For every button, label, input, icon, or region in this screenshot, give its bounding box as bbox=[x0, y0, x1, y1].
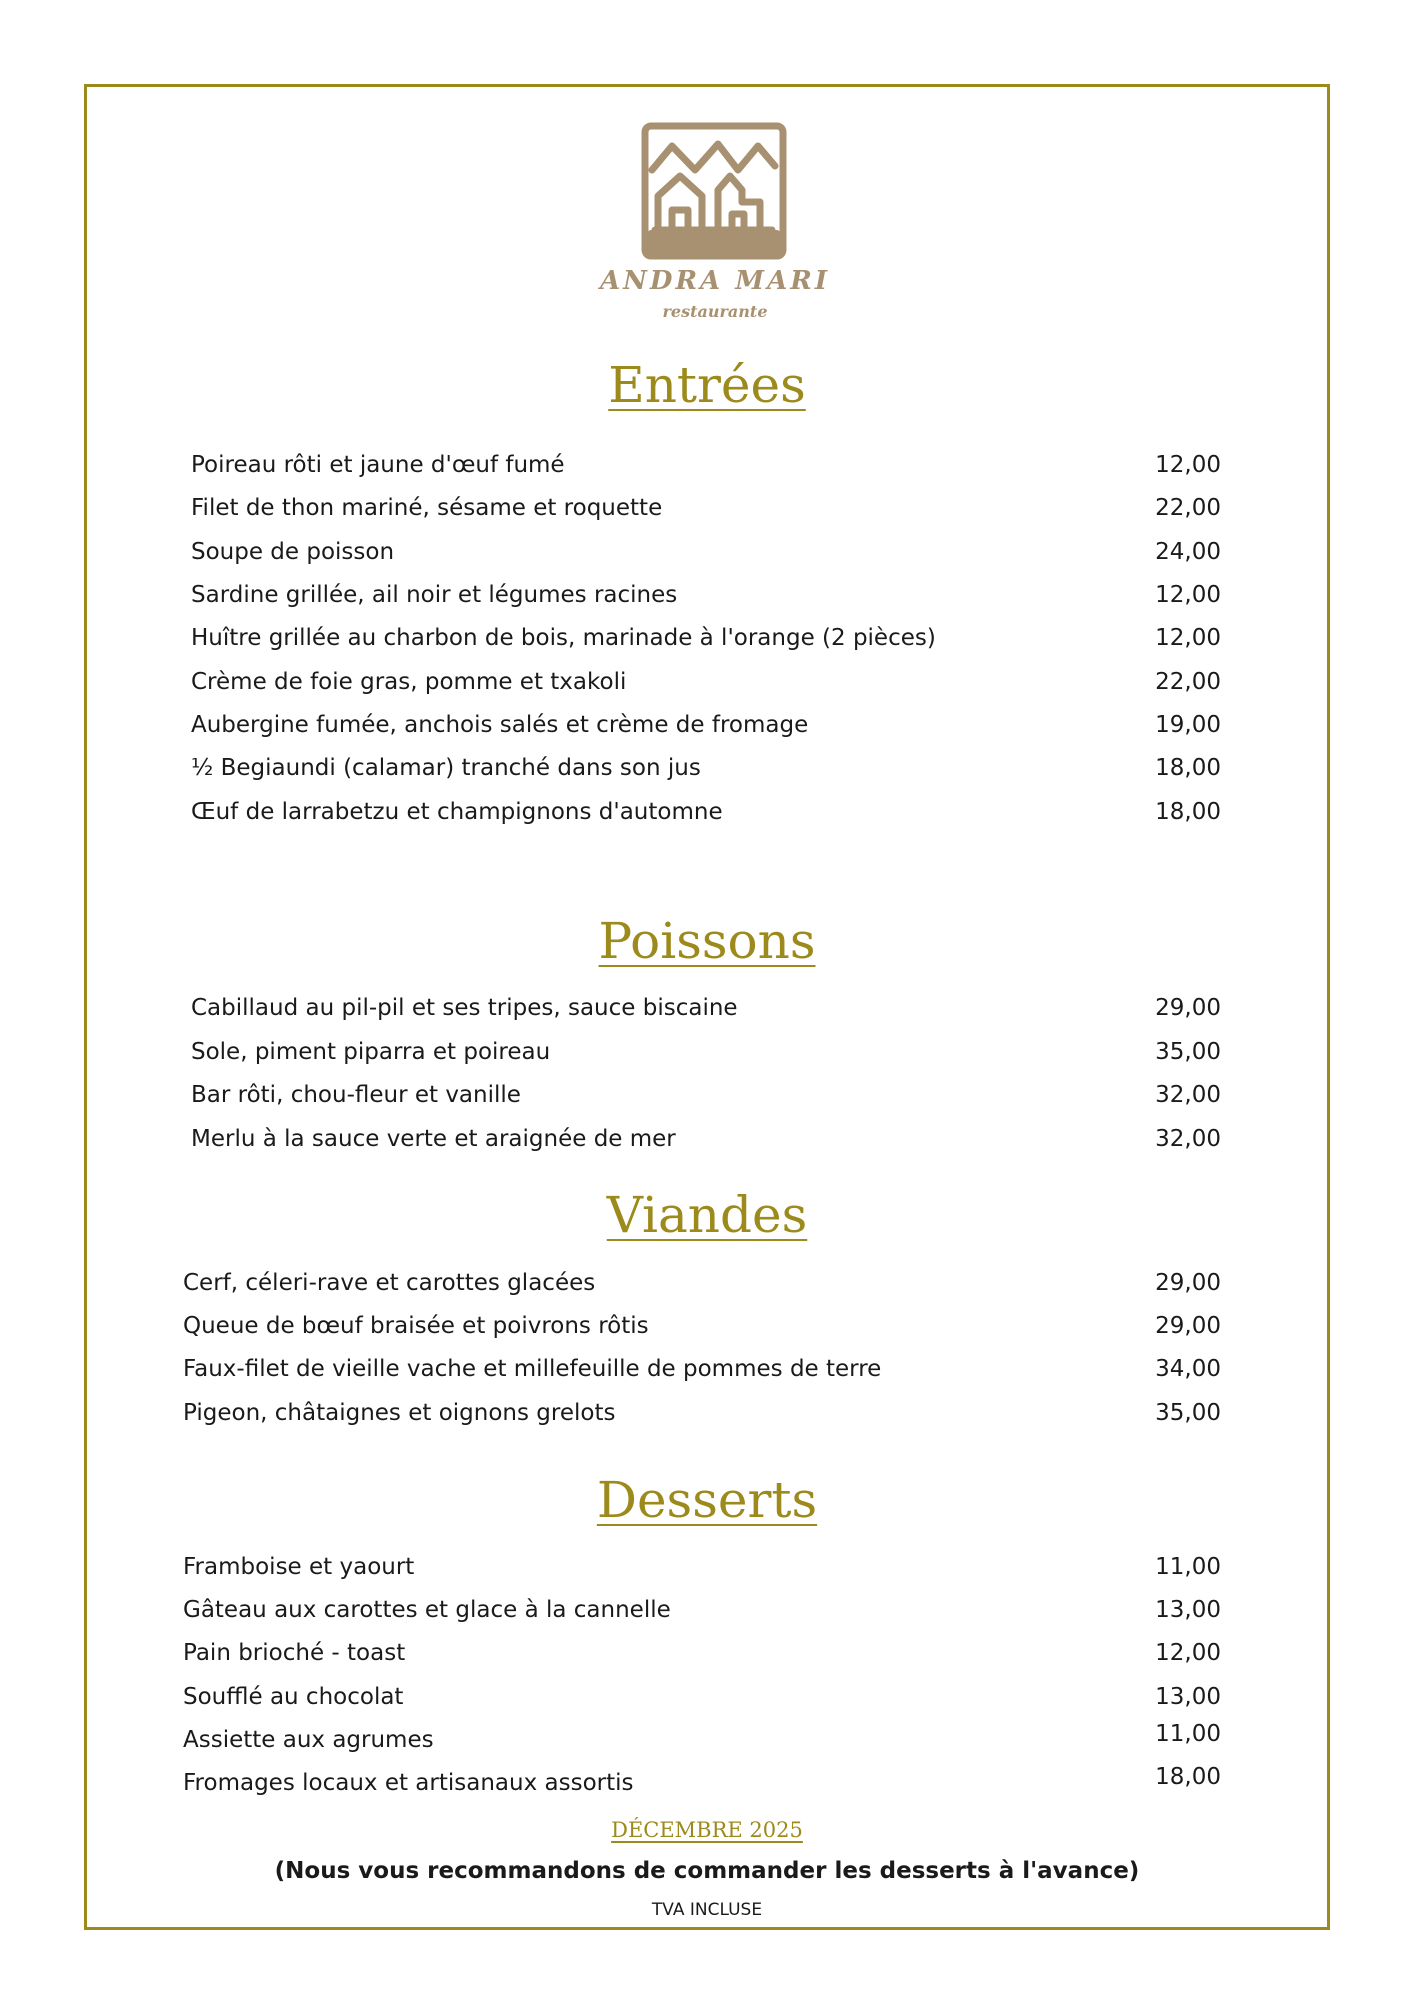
dish-price: 22,00 bbox=[1155, 495, 1221, 521]
list-item bbox=[183, 1721, 1221, 1755]
list-item bbox=[191, 753, 1221, 783]
dish-name: Assiette aux agrumes bbox=[183, 1727, 434, 1753]
list-item bbox=[191, 493, 1221, 523]
vat-notice: TVA INCLUSE bbox=[651, 1900, 763, 1920]
list-item bbox=[183, 1354, 1221, 1384]
dish-name: Œuf de larrabetzu et champignons d'automne bbox=[191, 799, 723, 825]
dish-price: 32,00 bbox=[1155, 1126, 1221, 1152]
list-item bbox=[183, 1268, 1221, 1298]
dish-name: Merlu à la sauce verte et araignée de mer bbox=[191, 1126, 676, 1152]
dish-price: 11,00 bbox=[1155, 1554, 1221, 1580]
dish-name: ½ Begiaundi (calamar) tranché dans son jus bbox=[191, 755, 701, 781]
list-item bbox=[183, 1595, 1221, 1625]
dish-name: Queue de bœuf braisée et poivrons rôtis bbox=[183, 1313, 649, 1339]
dish-price: 35,00 bbox=[1155, 1039, 1221, 1065]
section-title-entrees: Entrées bbox=[608, 356, 806, 414]
list-item bbox=[191, 797, 1221, 827]
dish-price: 11,00 bbox=[1155, 1721, 1221, 1747]
dish-price: 12,00 bbox=[1155, 582, 1221, 608]
logo-name: ANDRA MARI bbox=[599, 266, 831, 296]
dish-name: Framboise et yaourt bbox=[183, 1554, 415, 1580]
section-title-desserts: Desserts bbox=[596, 1471, 818, 1529]
dish-price: 13,00 bbox=[1155, 1684, 1221, 1710]
dish-name: Cerf, céleri-rave et carottes glacées bbox=[183, 1270, 596, 1296]
dish-price: 29,00 bbox=[1155, 1313, 1221, 1339]
dish-price: 29,00 bbox=[1155, 1270, 1221, 1296]
dish-name: Soufflé au chocolat bbox=[183, 1684, 404, 1710]
list-item bbox=[191, 1124, 1221, 1154]
list-item bbox=[183, 1764, 1221, 1798]
dish-price: 19,00 bbox=[1155, 712, 1221, 738]
dish-price: 24,00 bbox=[1155, 539, 1221, 565]
dish-name: Fromages locaux et artisanaux assortis bbox=[183, 1770, 634, 1796]
dish-name: Sardine grillée, ail noir et légumes racines bbox=[191, 582, 678, 608]
dish-price: 32,00 bbox=[1155, 1082, 1221, 1108]
section-title-poissons: Poissons bbox=[598, 912, 816, 970]
dish-name: Gâteau aux carottes et glace à la cannelle bbox=[183, 1597, 671, 1623]
dish-name: Aubergine fumée, anchois salés et crème de fromage bbox=[191, 712, 809, 738]
list-item bbox=[191, 993, 1221, 1023]
dish-price: 12,00 bbox=[1155, 625, 1221, 651]
list-item bbox=[183, 1398, 1221, 1428]
list-item bbox=[183, 1682, 1221, 1712]
list-item bbox=[191, 537, 1221, 567]
dish-price: 29,00 bbox=[1155, 995, 1221, 1021]
list-item bbox=[191, 623, 1221, 653]
dish-name: Crème de foie gras, pomme et txakoli bbox=[191, 669, 627, 695]
dish-name: Filet de thon mariné, sésame et roquette bbox=[191, 495, 663, 521]
list-item bbox=[183, 1638, 1221, 1668]
dish-name: Sole, piment piparra et poireau bbox=[191, 1039, 551, 1065]
dessert-order-note: (Nous vous recommandons de commander les desserts à l'avance) bbox=[274, 1858, 1140, 1884]
dish-name: Pigeon, châtaignes et oignons grelots bbox=[183, 1400, 616, 1426]
dish-price: 12,00 bbox=[1155, 452, 1221, 478]
list-item bbox=[191, 1037, 1221, 1067]
list-item bbox=[191, 580, 1221, 610]
dish-price: 18,00 bbox=[1155, 755, 1221, 781]
dish-price: 34,00 bbox=[1155, 1356, 1221, 1382]
dish-price: 12,00 bbox=[1155, 1640, 1221, 1666]
dish-price: 18,00 bbox=[1155, 799, 1221, 825]
dish-name: Soupe de poisson bbox=[191, 539, 395, 565]
list-item bbox=[183, 1552, 1221, 1582]
dish-name: Huître grillée au charbon de bois, marinade à l'orange (2 pièces) bbox=[191, 625, 936, 651]
list-item bbox=[191, 1080, 1221, 1110]
list-item bbox=[191, 710, 1221, 740]
dish-name: Poireau rôti et jaune d'œuf fumé bbox=[191, 452, 565, 478]
dish-price: 35,00 bbox=[1155, 1400, 1221, 1426]
list-item bbox=[191, 450, 1221, 480]
dish-name: Pain brioché - toast bbox=[183, 1640, 406, 1666]
list-item bbox=[183, 1311, 1221, 1341]
section-title-viandes: Viandes bbox=[606, 1186, 808, 1244]
restaurant-logo bbox=[600, 118, 830, 338]
dish-price: 22,00 bbox=[1155, 669, 1221, 695]
list-item bbox=[191, 667, 1221, 697]
dish-price: 13,00 bbox=[1155, 1597, 1221, 1623]
dish-name: Faux-filet de vieille vache et millefeuille de pommes de terre bbox=[183, 1356, 882, 1382]
dish-name: Bar rôti, chou-fleur et vanille bbox=[191, 1082, 521, 1108]
logo-tagline: restaurante bbox=[662, 302, 768, 321]
dish-price: 18,00 bbox=[1155, 1764, 1221, 1790]
dish-name: Cabillaud au pil-pil et ses tripes, sauce biscaine bbox=[191, 995, 738, 1021]
menu-date: DÉCEMBRE 2025 bbox=[611, 1818, 803, 1842]
